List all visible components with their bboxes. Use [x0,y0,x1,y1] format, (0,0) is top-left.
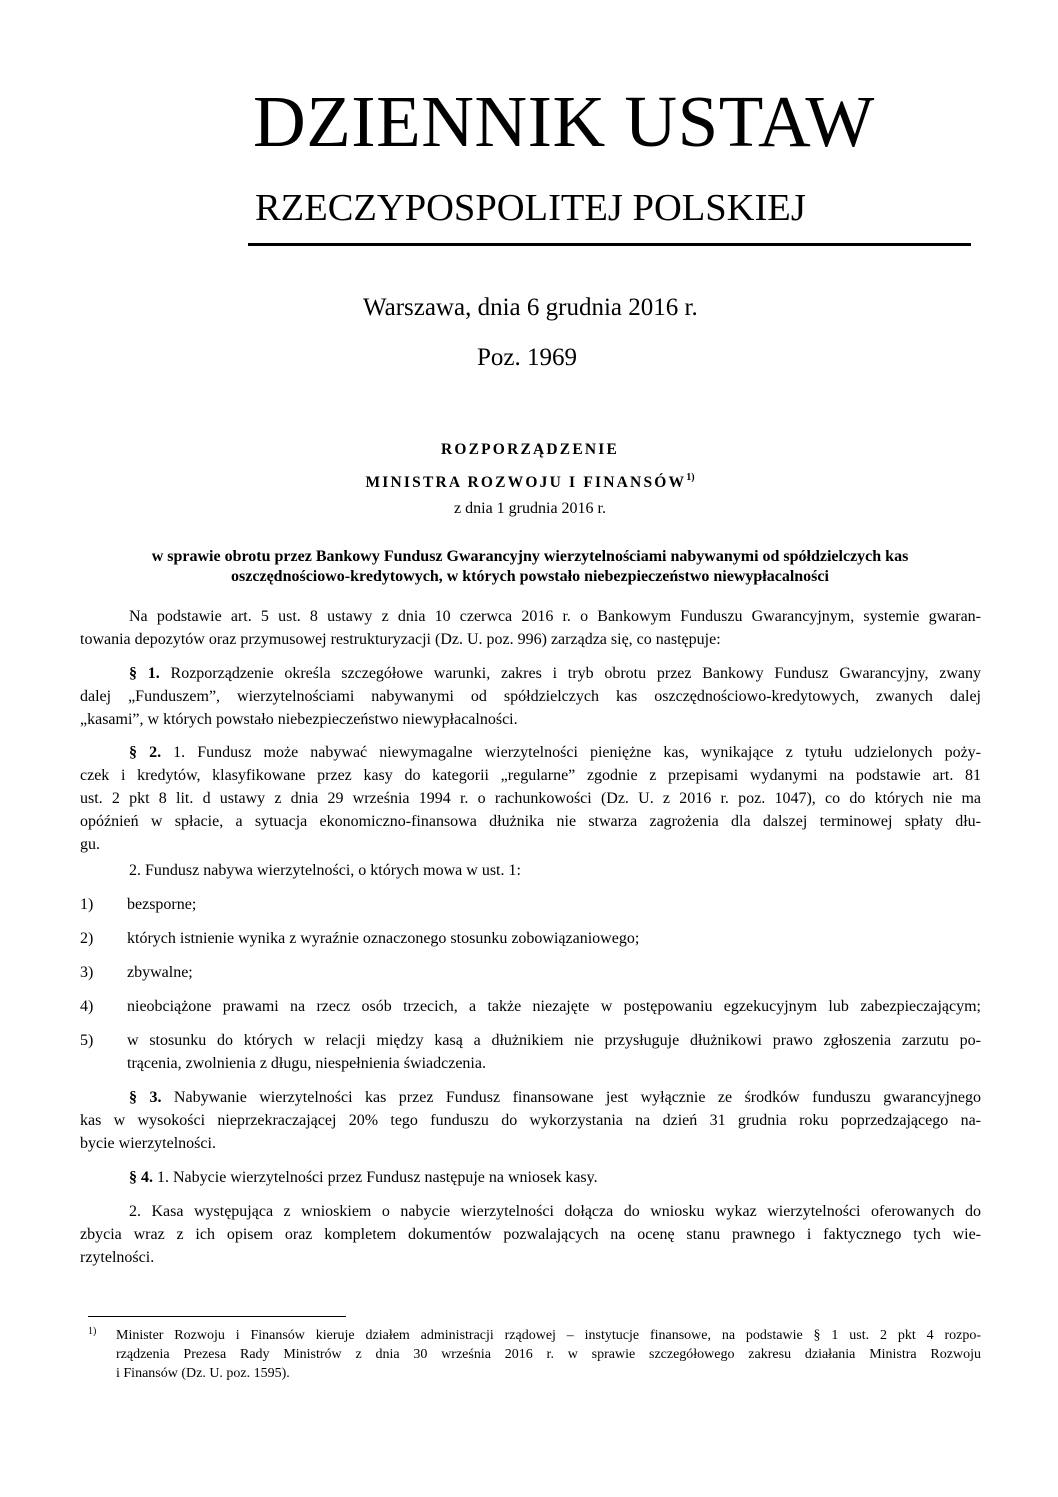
point-text: nieobciążone prawami na rzecz osób trzecich, a także niezajęte w postępowaniu egzekucyjnym lub zabezpieczającym; [127,998,981,1015]
paragraph-2-line: czek i kredytów, klasyfikowane przez kasy do kategorii „regularne” zgodnie z przepisami wydanymi na podstawie art. 81 [80,767,981,784]
paragraph-label: § 2. [129,744,162,761]
paragraph-2-line: gu. [80,836,100,853]
paragraph-3-line: § 3. Nabywanie wierzytelności kas przez Fundusz finansowane jest wyłącznie ze środków funduszu gwarancyjnego [129,1089,981,1106]
masthead-rule [248,243,971,246]
paragraph-4-ust-2-line: zbycia wraz z ich opisem oraz kompletem dokumentów pozwalających na ocenę stanu prawnego i faktycznego tych wie- [80,1226,981,1243]
paragraph-2-line: § 2. 1. Fundusz może nabywać niewymagalne wierzytelności pieniężne kas, wynikające z tytułu udzielonych poży- [129,744,982,761]
masthead-subtitle: RZECZYPOSPOLITEJ POLSKIEJ [255,187,806,229]
point-text: bezsporne; [127,896,197,913]
footnote-line: rządzenia Prezesa Rady Ministrów z dnia 30 września 2016 r. w sprawie szczegółowego zakresu działania Ministra Rozwoju [116,1347,981,1362]
footnote-line: Minister Rozwoju i Finansów kieruje działem administracji rządowej – instytucje finansowe, na podstawie § 1 ust. 2 pkt 4 rozpo- [116,1328,981,1343]
act-type: ROZPORZĄDZENIE [440,441,620,458]
masthead-title: DZIENNIK USTAW [253,81,875,162]
point-number: 5) [80,1032,94,1049]
paragraph-3-line: bycie wierzytelności. [80,1135,216,1152]
act-date: z dnia 1 grudnia 2016 r. [454,500,606,517]
footnote-ref[interactable]: 1) [686,472,695,483]
preamble-line: Na podstawie art. 5 ust. 8 ustawy z dnia 10 czerwca 2016 r. o Bankowym Funduszu Gwarancyjnym, systemie gwaran- [129,608,981,625]
preamble-line: towania depozytów oraz przymusowej restrukturyzacji (Dz. U. poz. 996) zarządza się, co następuje: [80,631,721,648]
paragraph-label: § 4. [129,1169,153,1186]
paragraph-label: § 1. [129,665,160,682]
point-number: 1) [80,896,94,913]
paragraph-4-ust-2-line: rzytelności. [80,1249,155,1266]
point-number: 2) [80,930,94,947]
paragraph-2-line: ust. 2 pkt 8 lit. d ustawy z dnia 29 września 1994 r. o rachunkowości (Dz. U. z 2016 r. poz. 1047), co do których nie ma [80,790,981,807]
paragraph-2-ust-2: 2. Fundusz nabywa wierzytelności, o których mowa w ust. 1: [129,862,521,879]
paragraph-1-line: „kasami”, w których powstało niebezpieczeństwo niewypłacalności. [80,711,518,728]
footnote-mark: 1) [88,1326,97,1337]
footnote-line: i Finansów (Dz. U. poz. 1595). [116,1366,290,1381]
footnote-rule [88,1316,346,1317]
act-author-text: MINISTRA ROZWOJU I FINANSÓW [365,474,687,491]
act-author [80,468,980,493]
paragraph-3-line: kas w wysokości nieprzekraczającej 20% tego funduszu do wykorzystania na dzień 31 grudnia roku poprzedzającego na- [80,1112,981,1129]
paragraph-4-line: § 4. 1. Nabycie wierzytelności przez Fundusz następuje na wniosek kasy. [129,1169,598,1186]
issue-date: Warszawa, dnia 6 grudnia 2016 r. [363,294,698,321]
paragraph-label: § 3. [129,1089,162,1106]
point-text: w stosunku do których w relacji między kasą a dłużnikiem nie przysługuje dłużnikowi prawo zgłoszenia zarzutu po- [127,1032,981,1049]
paragraph-1-line: § 1. Rozporządzenie określa szczegółowe warunki, zakres i tryb obrotu przez Bankowy Fundusz Gwarancyjny, zwany [129,665,981,682]
issue-position: Poz. 1969 [477,344,577,371]
point-text: których istnienie wynika z wyraźnie oznaczonego stosunku zobowiązaniowego; [127,930,640,947]
paragraph-2-line: opóźnień w spłacie, a sytuacja ekonomiczno-finansowa dłużnika nie stwarza zagrożenia dla dalszej terminowej spłaty dłu- [80,813,981,830]
paragraph-1-line: dalej „Funduszem”, wierzytelnościami nabywanymi od spółdzielczych kas oszczędnościowo-kredytowych, zwanych dalej [80,688,981,705]
act-subject-line: oszczędnościowo-kredytowych, w których powstało niebezpieczeństwo niewypłacalności [231,568,829,585]
point-number: 4) [80,998,94,1015]
paragraph-4-ust-2-line: 2. Kasa występująca z wnioskiem o nabycie wierzytelności dołącza do wniosku wykaz wierzytelności oferowanych do [129,1203,981,1220]
point-number: 3) [80,964,94,981]
act-subject-line: w sprawie obrotu przez Bankowy Fundusz Gwarancyjny wierzytelnościami nabywanymi od spółdzielczych kas [151,548,909,565]
point-text: zbywalne; [127,964,193,981]
point-text: trącenia, zwolnienia z długu, niespełnienia świadczenia. [127,1055,486,1072]
